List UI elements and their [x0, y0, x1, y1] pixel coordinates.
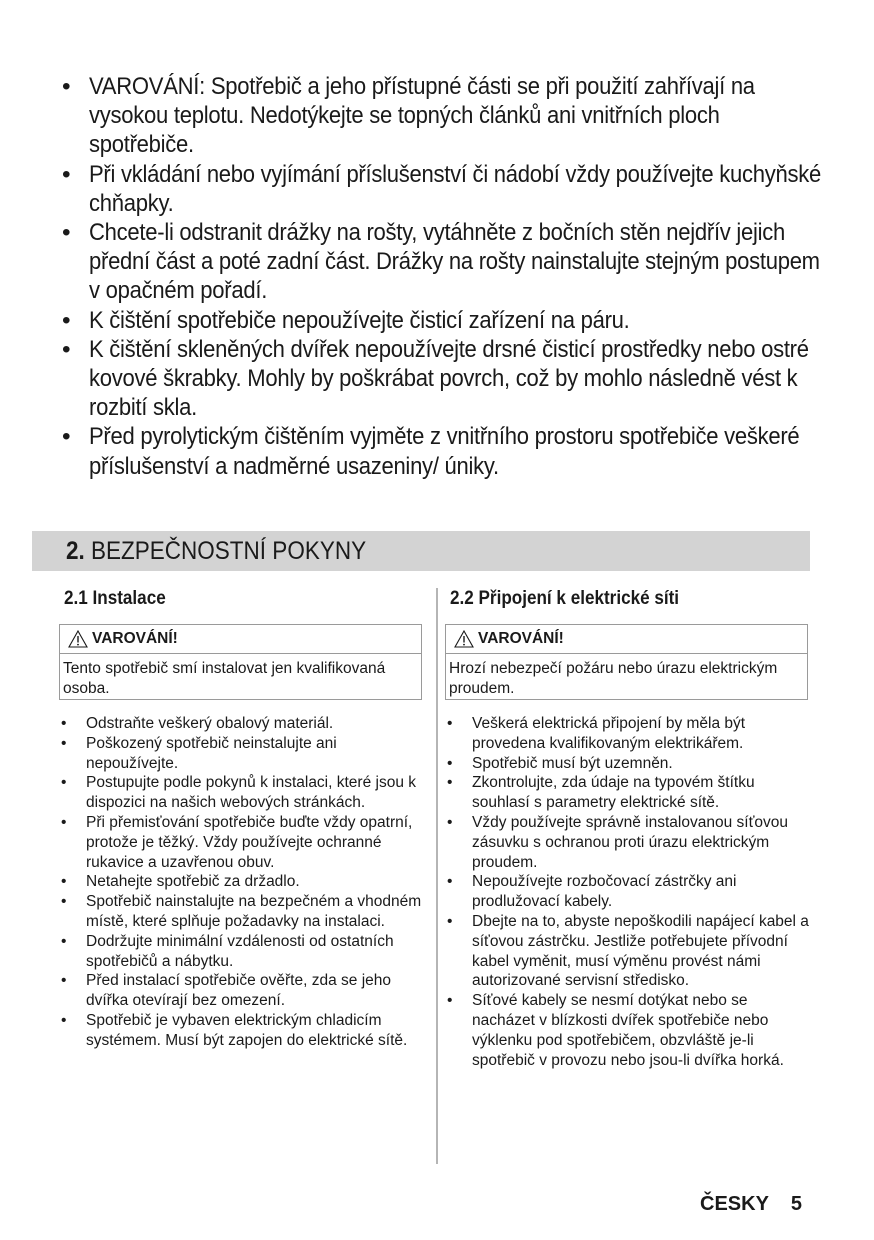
list-item-text: Veškerá elektrická připojení by měla být provedena kvalifikovaným elektrikářem.	[472, 715, 746, 752]
list-item-text: Nepoužívejte rozbočovací zástrčky ani prodlužovací kabely.	[472, 873, 737, 911]
list-item	[447, 773, 809, 813]
divider	[446, 653, 807, 654]
electrical-connection-column	[447, 586, 812, 1069]
installation-list	[61, 714, 423, 1051]
list-item	[61, 1011, 423, 1051]
warning-label: VAROVÁNÍ!	[92, 630, 178, 647]
warning-triangle-icon	[68, 630, 88, 648]
list-item	[62, 218, 822, 306]
list-item	[61, 813, 423, 872]
list-item-text: K čištění skleněných dvířek nepoužívejte drsné čisticí prostředky nebo ostré kovové škrabky. Mohly by poškrábat povrch, což by mohlo následně vést k rozbití skla.	[89, 335, 809, 422]
list-item	[61, 734, 423, 774]
installation-column	[61, 586, 426, 1049]
warning-triangle-icon	[454, 630, 474, 648]
bullet-icon: •	[447, 774, 453, 792]
bullet-icon: •	[61, 893, 67, 911]
list-item-text: Spotřebič nainstalujte na bezpečném a vhodném místě, které splňuje požadavky na instalaci.	[86, 893, 422, 930]
bullet-icon: •	[447, 912, 453, 930]
list-item-text: Před pyrolytickým čištěním vyjměte z vnitřního prostoru spotřebiče veškeré příslušenství a nadměrné usazeniny/ úniky.	[89, 423, 800, 480]
list-item	[447, 714, 809, 754]
bullet-icon: •	[62, 423, 71, 451]
bullet-icon: •	[447, 754, 453, 772]
warning-box	[445, 624, 808, 700]
subsection-title-installation: 2.1 Instalace	[64, 588, 166, 609]
section-title-text: BEZPEČNOSTNÍ POKYNY	[91, 537, 367, 565]
list-item-text: Spotřebič musí být uzemněn.	[472, 754, 673, 772]
warning-text: Tento spotřebič smí instalovat jen kvalifikovaná osoba.	[63, 660, 386, 697]
bullet-icon: •	[62, 219, 71, 247]
list-item	[447, 813, 809, 872]
list-item	[62, 335, 822, 423]
warning-box	[59, 624, 422, 700]
warning-header	[454, 630, 564, 648]
bullet-icon: •	[61, 972, 67, 990]
list-item	[447, 991, 809, 1070]
bullet-icon: •	[61, 873, 67, 891]
list-item-text: Při přemisťování spotřebiče buďte vždy opatrní, protože je těžký. Vždy používejte ochranné rukavice a uzavřenou obuv.	[86, 813, 413, 871]
list-item	[62, 72, 822, 160]
list-item-text: Před instalací spotřebiče ověřte, zda se jeho dvířka otevírají bez omezení.	[86, 972, 392, 1010]
bullet-icon: •	[62, 160, 71, 188]
bullet-icon: •	[447, 873, 453, 891]
list-item	[61, 714, 423, 734]
bullet-icon: •	[62, 335, 71, 363]
bullet-icon: •	[61, 932, 67, 950]
section-header-bar	[32, 531, 810, 571]
bullet-icon: •	[62, 306, 71, 334]
bullet-icon: •	[61, 715, 67, 732]
list-item-text: Dodržujte minimální vzdálenosti od ostatních spotřebičů a nábytku.	[86, 932, 394, 970]
list-item-text: Poškozený spotřebič neinstalujte ani nepoužívejte.	[86, 734, 337, 772]
bullet-icon: •	[447, 992, 453, 1010]
divider	[60, 653, 421, 654]
list-item	[447, 912, 809, 991]
list-item-text: K čištění spotřebiče nepoužívejte čisticí zařízení na páru.	[89, 306, 630, 334]
section-title	[66, 538, 366, 565]
page-footer	[700, 1193, 802, 1216]
list-item-text: Zkontrolujte, zda údaje na typovém štítku souhlasí s parametry elektrické sítě.	[472, 774, 755, 812]
column-divider	[436, 588, 438, 1164]
subsection-title-electrical: 2.2 Připojení k elektrické síti	[450, 588, 680, 609]
electrical-list	[447, 714, 809, 1070]
warning-text: Hrozí nebezpečí požáru nebo úrazu elektrickým proudem.	[449, 660, 778, 697]
bullet-icon: •	[61, 734, 67, 752]
bullet-icon: •	[61, 774, 67, 792]
warning-header	[68, 630, 178, 648]
warning-label: VAROVÁNÍ!	[478, 630, 564, 647]
bullet-icon: •	[61, 813, 67, 831]
list-item	[61, 892, 423, 932]
list-item-text: Dbejte na to, abyste nepoškodili napájecí kabel a síťovou zástrčku. Jestliže potřebujete přívodní kabel vyměnit, musí výměnu provést námi autorizované servisní středisko.	[472, 912, 809, 990]
list-item	[61, 971, 423, 1011]
list-item-text: Chcete-li odstranit drážky na rošty, vytáhněte z bočních stěn nejdřív jejich přední část a poté zadní část. Drážky na rošty nainstalujte stejným postupem v opačném pořadí.	[89, 219, 820, 305]
list-item	[62, 422, 822, 480]
bullet-icon: •	[61, 1011, 67, 1029]
list-item-text: Odstraňte veškerý obalový materiál.	[86, 715, 334, 732]
list-item-text: Netahejte spotřebič za držadlo.	[86, 873, 300, 891]
list-item-text: VAROVÁNÍ: Spotřebič a jeho přístupné části se při použití zahřívají na vysokou teplotu. Nedotýkejte se topných článků ani vnitřních ploch spotřebiče.	[89, 73, 755, 159]
bullet-icon: •	[447, 813, 453, 831]
list-item-text: Síťové kabely se nesmí dotýkat nebo se nacházet v blízkosti dvířek spotřebiče nebo výklenku pod spotřebičem, obzvláště je-li spotřebič v provozu nebo jsou-li dvířka horká.	[472, 992, 784, 1069]
page-number: 5	[790, 1193, 803, 1215]
list-item-text: Spotřebič je vybaven elektrickým chladicím systémem. Musí být zapojen do elektrické sítě.	[86, 1011, 408, 1049]
list-item	[61, 932, 423, 972]
section-number: 2.	[66, 537, 85, 565]
list-item-text: Postupujte podle pokynů k instalaci, které jsou k dispozici na našich webových stránkách.	[86, 774, 416, 812]
list-item-text: Při vkládání nebo vyjímání příslušenství či nádobí vždy používejte kuchyňské chňapky.	[89, 160, 822, 217]
footer-language: ČESKY	[700, 1193, 769, 1215]
list-item	[61, 872, 423, 892]
list-item	[447, 754, 809, 774]
bullet-icon: •	[447, 715, 453, 732]
list-item-text: Vždy používejte správně instalovanou síťovou zásuvku s ochranou proti úrazu elektrickým proudem.	[472, 813, 789, 871]
bullet-icon: •	[62, 73, 71, 100]
warning-bullet-list	[62, 72, 822, 481]
list-item	[62, 160, 822, 218]
list-item	[61, 773, 423, 813]
list-item	[447, 872, 809, 912]
list-item	[62, 306, 822, 335]
